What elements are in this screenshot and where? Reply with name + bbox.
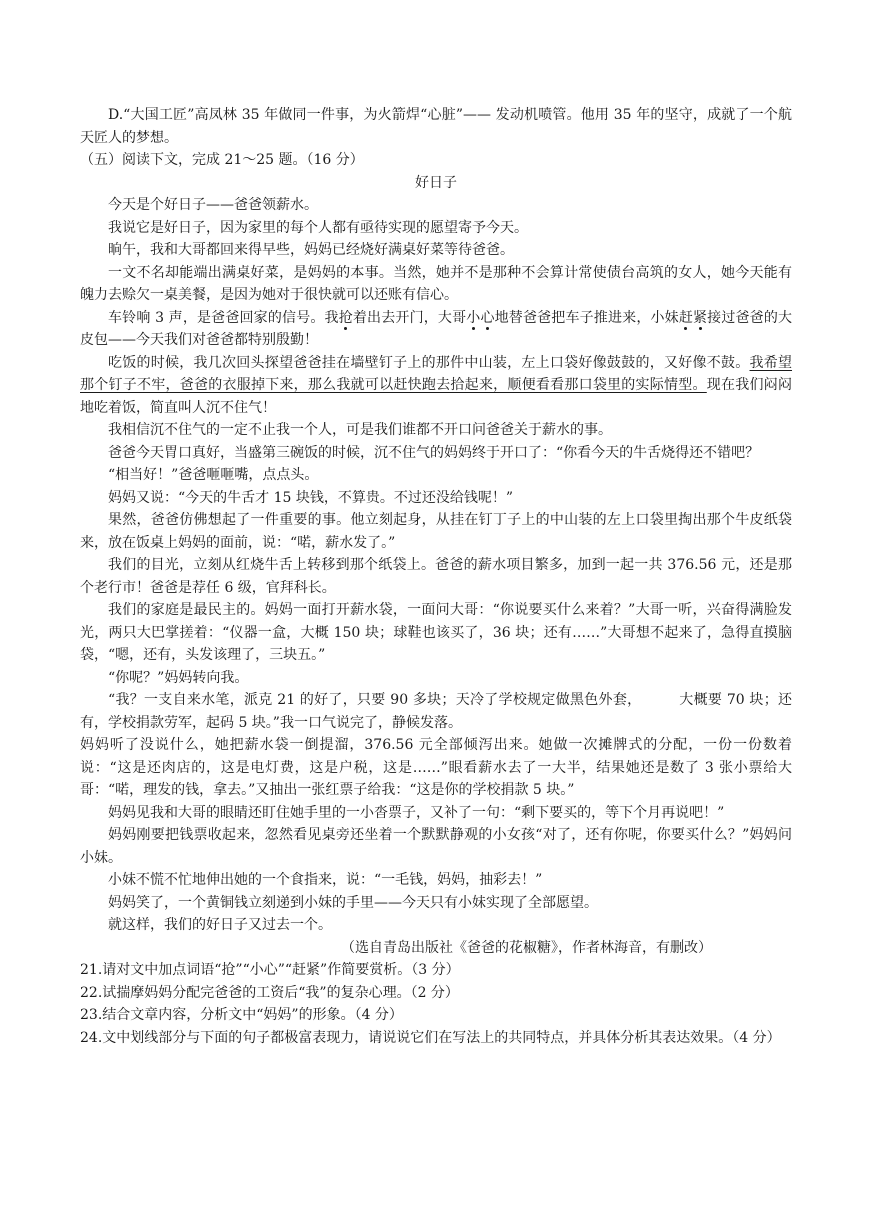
article-title: 好日子 — [415, 174, 457, 191]
dotted-word-xiao: 小 — [466, 309, 481, 326]
paragraph: “我？一支自来水笔，派克 21 的好了，只要 90 多块；天冷了学校规定做黑色外套， 大概要 70 块；还有，学校捐款劳军，起码 5 块。”我一口气说完了，静候发落。 — [80, 692, 792, 731]
question-22: 22.试揣摩妈妈分配完爸爸的工资后“我”的复杂心理。（2 分） — [80, 984, 459, 1001]
text-run: 地替爸爸把车子推进来，小妹 — [494, 309, 679, 326]
dotted-word-gan: 赶 — [678, 309, 693, 326]
paragraph: 今天是个好日子——爸爸领薪水。 — [108, 197, 318, 213]
paragraph: 爸爸今天胃口真好，当盛第三碗饭的时候，沉不住气的妈妈终于开口了：“你看今天的牛舌烧得还不错吧？ — [108, 444, 760, 461]
paragraph: 妈妈见我和大哥的眼睛还盯住她手里的一小沓票子，又补了一句：“剩下要买的，等下个月再说吧！” — [108, 804, 725, 821]
text-run: 着出去开门，大哥 — [352, 309, 467, 326]
question-21: 21.请对文中加点词语“抢”“小心”“赶紧”作简要赏析。（3 分） — [80, 962, 460, 978]
paragraph: “相当好！”爸爸咂咂嘴，点点头。 — [108, 467, 319, 483]
paragraph: 一文不名却能端出满桌好菜，是妈妈的本事。当然，她并不是那种不会算计常使债台高筑的女人，她今天能有魄力去赊欠一桌美餐，是因为她对于很快就可以还账有信心。 — [80, 264, 792, 303]
text-run: 吃饭的时候，我几次回头探望爸爸挂在墙壁钉子上的那件中山装，左上口袋好像鼓鼓的，又好像不鼓。 — [108, 354, 750, 371]
paragraph-with-underline — [80, 352, 792, 420]
paragraph: 我们的目光，立刻从红烧牛舌上转移到那个纸袋上。爸爸的薪水项目繁多，加到一起一共 376.56 元，还是那个老行市！爸爸是荐任 6 级，官拜科长。 — [80, 557, 792, 596]
paragraph: 就这样，我们的好日子又过去一个。 — [108, 917, 332, 933]
paragraph: 晌午，我和大哥都回来得早些，妈妈已经烧好满桌好菜等待爸爸。 — [108, 242, 514, 258]
text-run: 接过爸爸的大皮包——今天我们对爸爸都特别殷勤！ — [80, 309, 793, 348]
paragraph: 我们的家庭是最民主的。妈妈一面打开薪水袋，一面问大哥：“你说要买什么来着？”大哥一听，兴奋得满脸发光，两只大巴掌搓着：“仪器一盒，大概 150 块；球鞋也该买了，36 块；还有……”大哥想不起来了，急得直摸脑袋，“嗯，还有，头发该理了，三块五。” — [80, 602, 792, 663]
source-citation: （选自青岛出版社《爸爸的花椒糖》，作者林海音，有删改） — [341, 939, 712, 956]
question-24: 24.文中划线部分与下面的句子都极富表现力，请说说它们在写法上的共同特点，并具体分析其表达效果。（4 分） — [80, 1029, 781, 1046]
paragraph: 妈妈又说：“今天的牛舌才 15 块钱，不算贵。不过还没给钱呢！” — [108, 489, 514, 506]
underlined-sentence: 我希望那个钉子不牢，爸爸的衣服掉下来，那么我就可以赶快跑去拾起来，顺便看看那口袋里的实际情型。 — [80, 354, 793, 393]
dotted-word-qiang: 抢 — [338, 309, 353, 326]
paragraph: 妈妈刚要把钱票收起来，忽然看见桌旁还坐着一个默默静观的小女孩“对了，还有你呢，你要买什么？”妈妈问小妹。 — [80, 827, 792, 866]
dotted-word-xin: 心 — [480, 309, 495, 326]
paragraph: 我相信沉不住气的一定不止我一个人，可是我们谁都不开口问爸爸关于薪水的事。 — [108, 422, 612, 438]
paragraph: “你呢？”妈妈转向我。 — [108, 669, 249, 686]
dotted-word-jin: 紧 — [693, 309, 708, 326]
text-run: 车铃响 3 声，是爸爸回家的信号。我 — [108, 309, 339, 326]
paragraph: 妈妈笑了，一个黄铜钱立刻递到小妹的手里——今天只有小妹实现了全部愿望。 — [108, 894, 598, 911]
question-23: 23.结合文章内容，分析文中“妈妈”的形象。（4 分） — [80, 1007, 403, 1023]
paragraph: 妈妈听了没说什么，她把薪水袋一倒提溜，376.56 元全部倾泻出来。她做一次摊牌式的分配，一份一份数着说：“这是还肉店的，这是电灯费，这是户税，这是……”眼看薪水去了一大半，结果她还是数了 3 张小票给大哥：“喏，理发的钱，拿去。”又抽出一张红票子给我：“这是你的学校捐款 5 块。” — [80, 737, 792, 798]
paragraph: 果然，爸爸仿佛想起了一件重要的事。他立刻起身，从挂在钉丁子上的中山装的左上口袋里掏出那个牛皮纸袋来，放在饭桌上妈妈的面前，说：“喏，薪水发了。” — [80, 512, 792, 551]
paragraph: 我说它是好日子，因为家里的每个人都有亟待实现的愿望寄予今天。 — [108, 219, 528, 236]
text-run: 现在我们闷闷地吃着饭，简直叫人沉不住气！ — [80, 377, 793, 416]
option-d: D.“大国工匠”高凤林 35 年做同一件事，为火箭焊“心脏”—— 发动机喷管。他用 35 年的坚守，成就了一个航天匠人的梦想。 — [80, 107, 792, 146]
section-heading: （五）阅读下文，完成 21～25 题。（16 分） — [80, 152, 364, 168]
document-body — [80, 104, 792, 1049]
paragraph: 小妹不慌不忙地伸出她的一个食指来，说：“一毛钱，妈妈，抽彩去！” — [108, 872, 543, 888]
paragraph-with-dotted-words — [80, 307, 792, 352]
